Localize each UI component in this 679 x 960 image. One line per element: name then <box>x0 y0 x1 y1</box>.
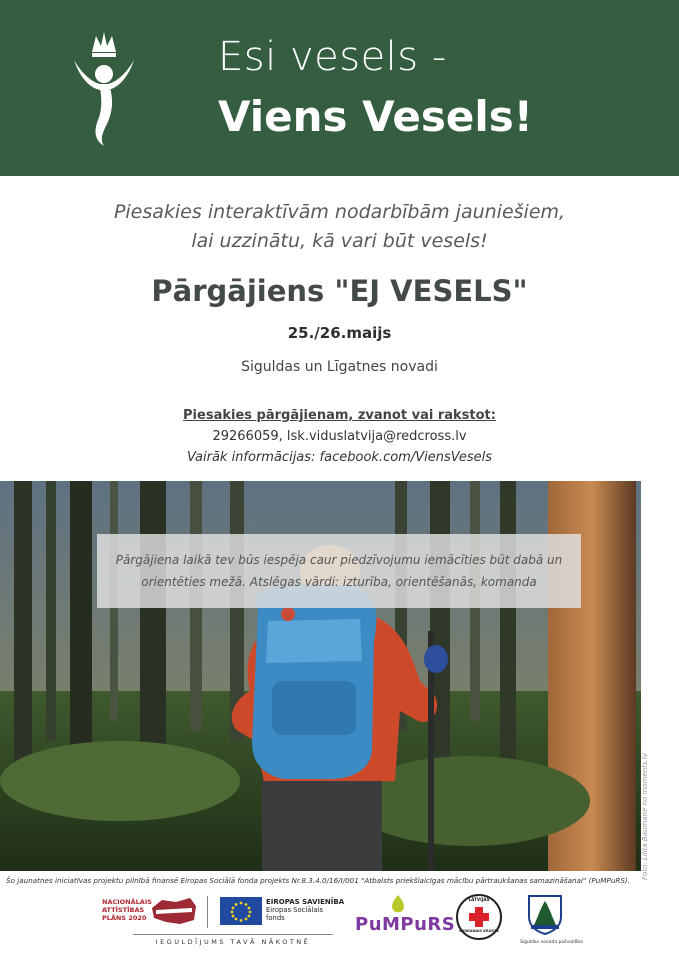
eu-flag-icon <box>220 897 262 925</box>
intro-line-2: lai uzzinātu, kā vari būt vesels! <box>191 230 488 252</box>
intro-text <box>0 198 679 256</box>
contact-info: 29266059, lsk.viduslatvija@redcross.lv <box>212 429 467 444</box>
header-banner <box>0 0 679 176</box>
leaf-drop-icon <box>390 894 406 914</box>
photo-credit: Foto: Lilita Baumane no moments.lv <box>641 753 649 880</box>
eu-line-3: fonds <box>266 914 285 922</box>
np-line-1: NACIONĀLAIS <box>102 898 152 906</box>
intro-line-1: Piesakies interaktīvām nodarbībām jauniešiem, <box>113 201 566 223</box>
event-place: Siguldas un Līgatnes novadi <box>241 359 438 375</box>
pumpurs-logo: PuMPuRS <box>355 914 456 935</box>
np-line-2: ATTĪSTĪBAS <box>102 906 145 914</box>
eu-line-2: Eiropas Sociālais <box>266 906 323 914</box>
rc-top-text: LATVIJAS <box>468 897 490 902</box>
title-line-2: Viens Vesels! <box>218 92 533 141</box>
crowned-figure-logo-icon <box>70 30 138 148</box>
latvia-map-icon <box>150 896 198 926</box>
eu-line-1: EIROPAS SAVIENĪBA <box>266 898 345 906</box>
sponsor-logos <box>0 890 679 960</box>
eu-logo-text <box>266 898 344 922</box>
rc-bottom-text: SARKANAIS KRUSTS <box>459 929 499 933</box>
funding-note: Šo jaunatnes iniciatīvas projektu pilnībā finansē Eiropas Sociālā fonda projekts Nr.8.3.4.0/16/I/001 "Atbalsts priekšlaicīgas mācību pārtraukšanas samazināšanai" (PuMPuRS). <box>6 876 631 885</box>
red-cross-logo <box>456 894 502 940</box>
signup-label: Piesakies pārgājienam, zvanot vai rakstot: <box>183 408 496 423</box>
photo-overlay-text: Pārgājiena laikā tev būs iespēja caur piedzīvojumu iemācīties būt dabā un orientēties mežā. Atslēgas vārdi: izturība, orientēšanās, komanda <box>97 534 581 608</box>
title-line-1: Esi vesels - <box>218 34 447 80</box>
national-plan-logo-text <box>102 898 152 922</box>
investment-slogan: IEGULDĪJUMS TAVĀ NĀKOTNĒ <box>133 934 333 946</box>
more-info-link[interactable]: Vairāk informācijas: facebook.com/ViensVesels <box>186 450 493 465</box>
hiker-forest-photo <box>0 481 641 871</box>
event-date: 25./26.maijs <box>287 324 392 342</box>
event-title: Pārgājiens "EJ VESELS" <box>151 274 528 308</box>
logo-divider <box>207 896 208 928</box>
np-line-3: PLĀNS 2020 <box>102 914 147 922</box>
sigulda-caption: Siguldas novada pašvaldība <box>520 940 583 945</box>
sigulda-coat-of-arms-icon <box>528 895 562 935</box>
